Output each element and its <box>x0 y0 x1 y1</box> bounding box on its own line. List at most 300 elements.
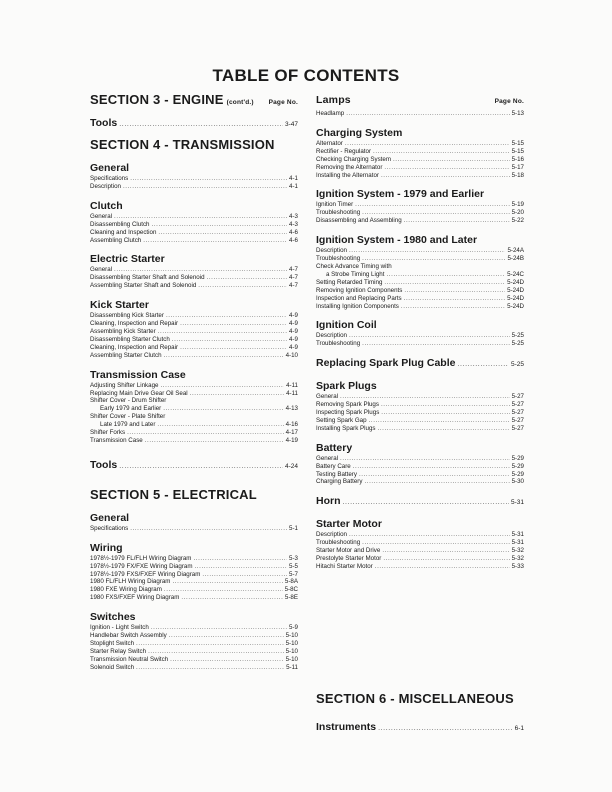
dot-leader <box>148 648 284 656</box>
dot-leader <box>157 421 283 429</box>
toc-entry-page: 5-1 <box>289 524 298 532</box>
dot-leader <box>170 656 283 664</box>
toc-entry <box>316 463 524 471</box>
toc-entry <box>316 140 524 148</box>
dot-leader <box>349 332 510 340</box>
dot-leader <box>355 201 509 209</box>
toc-entry-page: 4-9 <box>289 320 298 328</box>
toc-entry-page: 4-3 <box>289 220 298 228</box>
toc-entry-label: Charging Battery <box>316 478 363 486</box>
toc-entry-label: Headlamp <box>316 110 345 117</box>
toc-entry-page: 5-9 <box>289 624 298 632</box>
dot-leader <box>143 237 287 245</box>
toc-list <box>316 247 524 310</box>
dot-leader <box>378 425 510 433</box>
toc-entry-tools: Tools ..... 4-24 <box>90 459 298 473</box>
toc-entry <box>316 271 524 279</box>
toc-entry <box>316 156 524 164</box>
dot-leader <box>349 247 506 255</box>
toc-entry <box>316 547 524 555</box>
toc-entry <box>316 172 524 180</box>
toc-list <box>90 555 298 602</box>
toc-entry <box>90 237 298 245</box>
dot-leader <box>384 279 505 287</box>
toc-entry-spark-cable: Replacing Spark Plug Cable ..... 5-25 <box>316 357 524 371</box>
toc-entry-label: Installing the Alternator <box>316 171 379 179</box>
toc-entry <box>316 555 524 563</box>
toc-entry-label: Handlebar Switch Assembly <box>90 632 167 640</box>
toc-entry-page: 4-9 <box>289 312 298 320</box>
toc-entry-label: Description <box>316 247 347 255</box>
group-title: Switches <box>90 611 136 624</box>
group-title: Electric Starter <box>90 253 165 266</box>
toc-entry-label: Starter Relay Switch <box>90 647 147 655</box>
toc-entry-page: 4-1 <box>289 182 298 190</box>
toc-entry-label: Solenoid Switch <box>90 663 135 671</box>
toc-entry-label: Troubleshooting <box>316 209 361 217</box>
toc-list <box>90 382 298 445</box>
toc-entry <box>316 340 524 348</box>
group-title: Ignition System - 1980 and Later <box>316 234 478 247</box>
toc-entry-page: 5-8C <box>284 586 298 594</box>
toc-entry-page: 4-6 <box>289 228 298 236</box>
toc-list <box>90 312 298 359</box>
toc-list <box>316 531 524 571</box>
page-no-header: Page No. <box>268 99 298 106</box>
dot-leader <box>207 274 288 282</box>
toc-entry <box>316 478 524 486</box>
dot-leader <box>404 287 505 295</box>
toc-entry <box>316 425 524 433</box>
toc-entry <box>316 332 524 340</box>
toc-entry <box>90 382 298 390</box>
dot-leader <box>169 632 284 640</box>
group-title: Charging System <box>316 126 403 139</box>
toc-entry <box>90 578 298 586</box>
toc-list <box>90 525 298 533</box>
toc-entry-label: Removing Spark Plugs <box>316 401 379 409</box>
toc-entry <box>90 632 298 640</box>
group-title: Ignition Coil <box>316 319 377 332</box>
dot-leader <box>172 578 282 586</box>
toc-entry-page: 4-13 <box>285 405 298 413</box>
toc-entry-label: 1978½-1979 FL/FLH Wiring Diagram <box>90 554 192 562</box>
toc-entry <box>90 352 298 360</box>
toc-entry-page: 4-9 <box>289 327 298 335</box>
toc-entry-label: Removing Ignition Components <box>316 286 403 294</box>
toc-entry <box>316 287 524 295</box>
toc-entry <box>316 263 524 271</box>
dot-leader <box>359 471 510 479</box>
dot-leader <box>375 563 510 571</box>
group-title: Battery <box>316 441 353 454</box>
toc-entry-page: 5-5 <box>289 562 298 570</box>
toc-entry-page: 4-11 <box>286 381 298 389</box>
dot-leader <box>145 437 284 445</box>
left-column <box>90 92 298 672</box>
toc-list <box>316 455 524 487</box>
toc-entry-horn: Horn ..... 5-31 <box>316 495 524 509</box>
dot-leader <box>180 344 287 352</box>
section-3-heading <box>90 92 298 111</box>
dot-leader <box>373 148 510 156</box>
toc-list <box>90 175 298 191</box>
section-6-heading: SECTION 6 - MISCELLANEOUS <box>316 690 514 706</box>
toc-entry <box>90 336 298 344</box>
toc-entry-label: Disassembling Starter Shaft and Solenoid <box>90 274 205 282</box>
toc-entry-label: Troubleshooting <box>316 255 361 263</box>
toc-entry-page: 5-24A <box>507 247 524 255</box>
toc-entry-label: Testing Battery <box>316 470 357 478</box>
toc-entry-page: 5-10 <box>285 647 298 655</box>
dot-leader <box>404 295 505 303</box>
toc-entry <box>316 209 524 217</box>
right-column <box>316 92 524 735</box>
toc-entry-page: 5-17 <box>511 163 524 171</box>
toc-entry-label: Early 1979 and Earlier <box>100 405 162 413</box>
toc-entry-label: Cleaning, Inspection and Repair <box>90 343 179 351</box>
toc-entry-page: 4-9 <box>289 335 298 343</box>
toc-entry <box>316 531 524 539</box>
toc-entry <box>316 164 524 172</box>
toc-entry-label: Troubleshooting <box>316 340 361 348</box>
toc-entry <box>316 255 524 263</box>
toc-entry-page: 5-24D <box>507 278 524 286</box>
toc-entry-page: 5-11 <box>286 663 298 671</box>
toc-entry-page: 4-3 <box>289 212 298 220</box>
toc-entry-page: 4-16 <box>285 421 298 429</box>
dot-leader <box>386 271 505 279</box>
dot-leader <box>158 229 287 237</box>
toc-entry-label: Prestolyte Starter Motor <box>316 555 382 563</box>
toc-entry-page: 5-29 <box>511 470 524 478</box>
dot-leader <box>404 217 510 225</box>
toc-entry <box>316 303 524 311</box>
toc-entry <box>90 390 298 398</box>
toc-entry <box>316 539 524 547</box>
toc-entry <box>90 320 298 328</box>
toc-entry-page: 5-27 <box>511 424 524 432</box>
toc-entry-label: Description <box>316 332 347 340</box>
toc-entry-page: 4-10 <box>285 351 298 359</box>
toc-entry-label: Replacing Main Drive Gear Oil Seal <box>90 389 188 397</box>
toc-entry <box>316 563 524 571</box>
toc-entry-label: Cleaning and Inspection <box>90 228 157 236</box>
section-4-heading: SECTION 4 - TRANSMISSION <box>90 137 275 152</box>
dot-leader <box>136 664 284 672</box>
toc-list <box>316 110 524 118</box>
dot-leader <box>381 409 509 417</box>
toc-entry-label: Ignition - Light Switch <box>90 624 149 632</box>
toc-entry <box>90 624 298 632</box>
group-title: General <box>90 511 130 524</box>
dot-leader <box>114 213 287 221</box>
group-title: Clutch <box>90 199 123 212</box>
lamps-heading: Lamps Page No. <box>316 92 524 110</box>
page-no-header: Page No. <box>494 98 524 105</box>
dot-leader <box>166 312 287 320</box>
dot-leader <box>346 110 509 118</box>
toc-entry-instruments: Instruments ..... 6-1 <box>316 721 524 735</box>
toc-entry <box>316 247 524 255</box>
section-3-title: SECTION 3 - ENGINE <box>90 92 224 107</box>
toc-entry-page: 5-22 <box>511 217 524 225</box>
dot-leader <box>198 282 287 290</box>
toc-entry <box>90 229 298 237</box>
toc-entry-label: General <box>316 454 339 462</box>
toc-entry-page: 5-24C <box>507 270 524 278</box>
dot-leader <box>353 463 510 471</box>
dot-leader <box>164 586 283 594</box>
toc-entry <box>90 571 298 579</box>
toc-entry-page: 4-9 <box>289 343 298 351</box>
toc-entry <box>90 397 298 405</box>
toc-entry-label: Check Advance Timing with <box>316 262 392 270</box>
toc-entry-page: 5-24D <box>507 286 524 294</box>
toc-entry-page: 5-10 <box>285 632 298 640</box>
toc-entry-label: Disassembling Starter Clutch <box>90 335 170 343</box>
toc-entry-label: Removing the Alternator <box>316 163 383 171</box>
toc-entry-page: 5-8A <box>284 578 298 586</box>
toc-entry-page: 5-10 <box>285 655 298 663</box>
toc-entry-label: 1978½-1979 FXS/FXEF Wiring Diagram <box>90 570 201 578</box>
toc-list <box>90 624 298 671</box>
toc-list <box>316 140 524 180</box>
toc-entry <box>316 409 524 417</box>
dot-leader <box>362 255 505 263</box>
toc-entry-page: 5-10 <box>285 640 298 647</box>
dot-leader <box>158 328 287 336</box>
toc-entry-label: Starter Motor and Drive <box>316 547 381 555</box>
toc-entry-page: 4-1 <box>289 175 298 182</box>
toc-entry-label: Description <box>316 531 347 539</box>
toc-entry <box>90 586 298 594</box>
toc-entry-page: 5-16 <box>511 155 524 163</box>
dot-leader <box>383 555 509 563</box>
toc-entry-page: 5-3 <box>289 554 298 562</box>
dot-leader <box>151 624 287 632</box>
toc-entry-page: 5-25 <box>511 340 524 348</box>
dot-leader <box>160 382 284 390</box>
dot-leader <box>202 571 287 579</box>
toc-entry <box>316 148 524 156</box>
toc-entry <box>90 175 298 183</box>
toc-entry-page: 5-25 <box>511 332 524 340</box>
toc-entry-label: Late 1979 and Later <box>100 421 156 429</box>
group-title: Kick Starter <box>90 299 149 312</box>
group-title: Wiring <box>90 541 123 554</box>
toc-entry <box>90 648 298 656</box>
dot-leader <box>393 156 510 164</box>
group-title: Transmission Case <box>90 368 186 381</box>
toc-entry <box>90 413 298 421</box>
dot-leader <box>340 393 510 401</box>
group-title: Spark Plugs <box>316 380 377 393</box>
dot-leader <box>362 340 509 348</box>
toc-entry-label: Alternator <box>316 139 343 147</box>
toc-entry-label: Setting Spark Gap <box>316 416 367 424</box>
dot-leader <box>362 539 509 547</box>
toc-entry <box>316 417 524 425</box>
toc-entry-label: 1980 FL/FLH Wiring Diagram <box>90 578 171 586</box>
toc-entry-label: Description <box>90 182 121 190</box>
dot-leader <box>181 594 283 602</box>
toc-entry-page: 5-33 <box>511 563 524 570</box>
toc-entry <box>316 217 524 225</box>
dot-leader <box>127 429 284 437</box>
dot-leader <box>384 164 509 172</box>
toc-entry-label: Cleaning, Inspection and Repair <box>90 320 179 328</box>
toc-entry-page: 5-29 <box>511 462 524 470</box>
dot-leader <box>340 455 510 463</box>
toc-entry-page: 5-24B <box>507 255 524 263</box>
toc-entry-label: Shifter Cover - Drum Shifter <box>90 397 167 405</box>
dot-leader <box>349 531 510 539</box>
dot-leader <box>164 352 284 360</box>
toc-entry <box>316 295 524 303</box>
toc-entry-page: 4-7 <box>289 282 298 290</box>
toc-entry-label: Battery Care <box>316 462 351 470</box>
toc-entry-page: 5-24D <box>507 294 524 302</box>
toc-entry-label: Assembling Kick Starter <box>90 327 156 335</box>
toc-entry <box>316 393 524 401</box>
toc-entry <box>90 274 298 282</box>
toc-list <box>90 213 298 245</box>
dot-leader <box>130 525 287 533</box>
toc-entry-page: 5-20 <box>511 209 524 217</box>
dot-leader <box>194 563 287 571</box>
toc-entry-label: Stoplight Switch <box>90 640 135 647</box>
toc-entry-page: 4-6 <box>289 236 298 244</box>
toc-entry <box>316 471 524 479</box>
toc-entry-label: 1980 FXS/FXEF Wiring Diagram <box>90 594 180 602</box>
toc-entry <box>90 312 298 320</box>
toc-entry <box>316 110 524 118</box>
toc-list <box>316 332 524 348</box>
toc-entry <box>90 421 298 429</box>
toc-entry-label: Inspection and Replacing Parts <box>316 294 402 302</box>
toc-entry-label: Hitachi Starter Motor <box>316 563 373 570</box>
toc-entry-page: 5-32 <box>511 547 524 555</box>
toc-entry <box>90 213 298 221</box>
dot-leader <box>381 172 510 180</box>
toc-entry <box>316 455 524 463</box>
dot-leader <box>130 175 287 183</box>
section-5-heading: SECTION 5 - ELECTRICAL <box>90 486 257 502</box>
toc-entry-label: Shifter Forks <box>90 429 126 437</box>
dot-leader <box>123 183 287 191</box>
toc-entry-label: Assembling Starter Shaft and Solenoid <box>90 282 197 290</box>
toc-entry-label: General <box>90 212 113 220</box>
toc-entry-label: a Strobe Timing Light <box>326 270 385 278</box>
toc-entry <box>90 525 298 533</box>
toc-entry-page: 5-27 <box>511 393 524 401</box>
toc-list <box>316 393 524 433</box>
toc-entry-label: Adjusting Shifter Linkage <box>90 381 159 389</box>
dot-leader <box>193 555 287 563</box>
page-title: TABLE OF CONTENTS <box>212 66 400 85</box>
toc-entry-label: Assembling Starter Clutch <box>90 351 162 359</box>
toc-entry <box>90 183 298 191</box>
toc-entry-page: 4-17 <box>285 429 298 437</box>
dot-leader <box>364 478 509 486</box>
toc-entry <box>316 201 524 209</box>
section-3-note: (cont'd.) <box>226 99 254 106</box>
dot-leader <box>163 405 283 413</box>
toc-entry-page: 5-13 <box>511 110 524 117</box>
toc-entry-page: 5-32 <box>511 555 524 563</box>
group-title: Starter Motor <box>316 518 382 531</box>
toc-entry-label: General <box>316 393 339 401</box>
toc-entry-label: 1980 FXE Wiring Diagram <box>90 586 162 594</box>
toc-entry <box>90 221 298 229</box>
toc-entry <box>90 594 298 602</box>
toc-entry <box>90 282 298 290</box>
toc-entry-page: 5-29 <box>511 454 524 462</box>
dot-leader <box>136 640 284 648</box>
toc-entry-page: 5-27 <box>511 401 524 409</box>
toc-entry-label: Specifications <box>90 175 129 182</box>
toc-entry-label: Transmission Case <box>90 436 143 444</box>
toc-entry-page: 5-18 <box>511 171 524 179</box>
group-title: General <box>90 162 130 174</box>
toc-entry-tools: Tools ..... 3-47 <box>90 117 298 131</box>
toc-entry-label: Ignition Timer <box>316 201 354 209</box>
dot-leader <box>382 547 509 555</box>
toc-entry-page: 4-11 <box>286 389 298 397</box>
toc-entry-label: Disassembling Clutch <box>90 220 150 228</box>
toc-entry-label: Inspecting Spark Plugs <box>316 409 380 417</box>
toc-entry <box>316 401 524 409</box>
toc-entry-page: 5-31 <box>511 531 524 539</box>
toc-entry <box>90 640 298 648</box>
dot-leader <box>381 401 510 409</box>
toc-entry-page: 4-7 <box>289 266 298 274</box>
toc-entry <box>316 279 524 287</box>
toc-entry <box>90 656 298 664</box>
dot-leader <box>152 221 288 229</box>
toc-entry-label: Troubleshooting <box>316 539 361 547</box>
group-title: Ignition System - 1979 and Earlier <box>316 188 485 201</box>
toc-entry-page: 5-7 <box>289 570 298 578</box>
toc-entry <box>90 344 298 352</box>
dot-leader <box>190 390 284 398</box>
toc-entry-label: Disassembling and Assembling <box>316 217 402 225</box>
toc-entry-label: General <box>90 266 113 274</box>
toc-entry-page: 4-19 <box>285 436 298 444</box>
toc-entry-label: Specifications <box>90 524 129 532</box>
toc-entry-label: Rectifier - Regulator <box>316 147 372 155</box>
toc-entry-label: Shifter Cover - Plate Shifter <box>90 413 166 421</box>
toc-entry-page: 5-15 <box>511 139 524 147</box>
toc-entry <box>90 429 298 437</box>
dot-leader <box>362 209 509 217</box>
toc-entry <box>90 555 298 563</box>
toc-entry-page: 5-8E <box>284 594 298 602</box>
toc-entry-page: 5-31 <box>511 539 524 547</box>
toc-entry-label: Transmission Neutral Switch <box>90 655 169 663</box>
toc-entry-page: 4-7 <box>289 274 298 282</box>
toc-entry-label: Installing Ignition Components <box>316 302 399 310</box>
toc-list <box>90 266 298 290</box>
toc-entry <box>90 266 298 274</box>
toc-entry-label: 1978½-1979 FX/FXE Wiring Diagram <box>90 562 193 570</box>
toc-list <box>316 201 524 225</box>
toc-entry <box>90 563 298 571</box>
dot-leader <box>369 417 510 425</box>
toc-entry-label: Assembling Clutch <box>90 236 142 244</box>
toc-entry-page: 5-24D <box>507 302 524 310</box>
